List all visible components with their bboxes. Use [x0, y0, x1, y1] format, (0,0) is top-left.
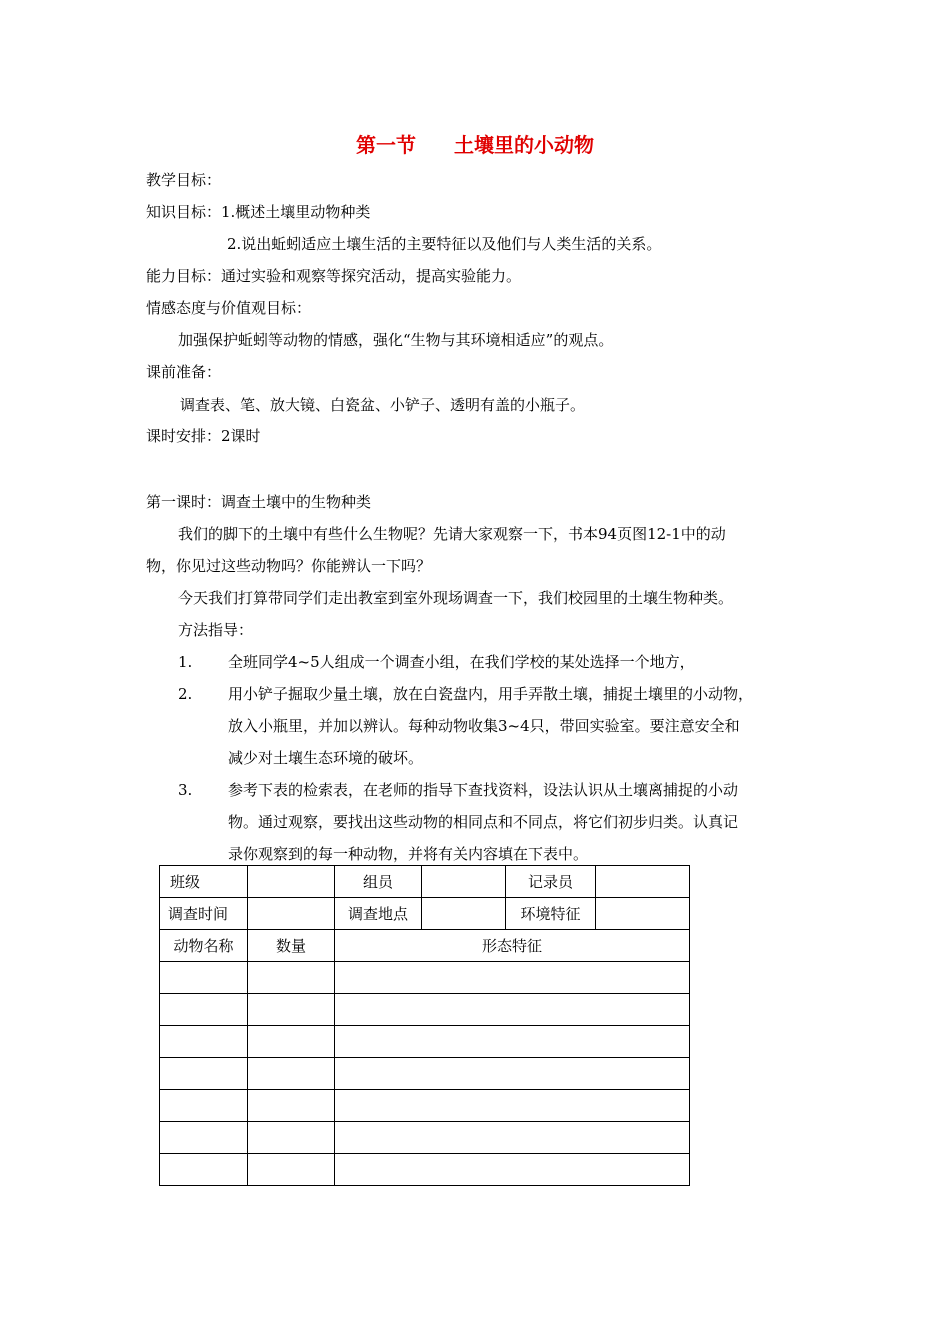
table-row	[160, 1058, 690, 1090]
step-number: 2.	[178, 685, 193, 703]
table-cell[interactable]	[248, 1058, 335, 1090]
table-cell[interactable]	[160, 1090, 248, 1122]
table-input-survey-time[interactable]	[248, 898, 335, 930]
table-cell[interactable]	[248, 1154, 335, 1186]
table-cell[interactable]	[335, 1058, 690, 1090]
table-cell[interactable]	[335, 1090, 690, 1122]
table-row	[160, 962, 690, 994]
lesson-schedule: 课时安排：2课时	[146, 427, 261, 445]
step-1-line-1: 全班同学4~5人组成一个调查小组，在我们学校的某处选择一个地方，	[228, 653, 695, 671]
table-label-survey-location: 调查地点	[335, 898, 422, 930]
column-header-morphology: 形态特征	[335, 930, 690, 962]
preparation-heading: 课前准备：	[146, 363, 222, 381]
knowledge-objective-1: 知识目标：1.概述土壤里动物种类	[146, 203, 371, 221]
table-cell[interactable]	[248, 994, 335, 1026]
step-2-line-2: 放入小瓶里，并加以辨认。每种动物收集3~4只，带回实验室。要注意安全和	[228, 717, 740, 735]
method-heading: 方法指导：	[178, 621, 254, 639]
step-2-line-3: 减少对土壤生态环境的破坏。	[228, 749, 424, 767]
lesson1-para1-line1: 我们的脚下的土壤中有些什么生物呢？先请大家观察一下，书本94页图12-1中的动	[178, 525, 726, 543]
table-row	[160, 994, 690, 1026]
title-topic: 土壤里的小动物	[454, 133, 594, 157]
table-cell[interactable]	[248, 1026, 335, 1058]
table-cell[interactable]	[160, 1058, 248, 1090]
table-row	[160, 1090, 690, 1122]
table-cell[interactable]	[335, 1026, 690, 1058]
preparation-items: 调查表、笔、放大镜、白瓷盆、小铲子、透明有盖的小瓶子。	[180, 396, 586, 414]
step-3-line-2: 物。通过观察，要找出这些动物的相同点和不同点，将它们初步归类。认真记	[228, 813, 739, 831]
table-label-survey-time: 调查时间	[160, 898, 248, 930]
table-cell[interactable]	[248, 1122, 335, 1154]
table-row	[160, 1154, 690, 1186]
column-header-quantity: 数量	[248, 930, 335, 962]
table-label-recorder: 记录员	[506, 866, 596, 898]
title-section-number: 第一节	[356, 133, 416, 157]
table-cell[interactable]	[160, 962, 248, 994]
table-input-recorder[interactable]	[596, 866, 690, 898]
table-cell[interactable]	[160, 1154, 248, 1186]
table-row	[160, 1026, 690, 1058]
step-number: 1.	[178, 653, 193, 671]
table-label-class: 班级	[160, 866, 248, 898]
table-input-environment[interactable]	[596, 898, 690, 930]
emotion-objective-heading: 情感态度与价值观目标：	[146, 299, 312, 317]
survey-table	[159, 865, 690, 1186]
table-cell[interactable]	[160, 1122, 248, 1154]
objectives-heading: 教学目标：	[146, 171, 222, 189]
table-cell[interactable]	[248, 962, 335, 994]
column-header-animal-name: 动物名称	[160, 930, 248, 962]
table-header-row	[160, 930, 690, 962]
table-cell[interactable]	[335, 962, 690, 994]
table-cell[interactable]	[160, 1026, 248, 1058]
lesson1-para2: 今天我们打算带同学们走出教室到室外现场调查一下，我们校园里的土壤生物种类。	[178, 589, 734, 607]
table-input-members[interactable]	[422, 866, 506, 898]
knowledge-objective-2: 2.说出蚯蚓适应土壤生活的主要特征以及他们与人类生活的关系。	[227, 235, 662, 253]
table-cell[interactable]	[335, 1122, 690, 1154]
table-row	[160, 866, 690, 898]
table-row	[160, 898, 690, 930]
table-cell[interactable]	[248, 1090, 335, 1122]
step-number: 3.	[178, 781, 193, 799]
table-label-members: 组员	[335, 866, 422, 898]
step-2-line-1: 用小铲子掘取少量土壤，放在白瓷盘内，用手弄散土壤，捕捉土壤里的小动物，	[228, 685, 754, 703]
table-cell[interactable]	[160, 994, 248, 1026]
step-3-line-1: 参考下表的检索表，在老师的指导下查找资料，设法认识从土壤离捕捉的小动	[228, 781, 739, 799]
table-row	[160, 1122, 690, 1154]
lesson1-para1-line2: 物，你见过这些动物吗？你能辨认一下吗？	[146, 557, 432, 575]
step-3-line-3: 录你观察到的每一种动物，并将有关内容填在下表中。	[228, 845, 589, 863]
lesson1-heading: 第一课时：调查土壤中的生物种类	[146, 493, 372, 511]
ability-objective: 能力目标：通过实验和观察等探究活动，提高实验能力。	[146, 267, 522, 285]
table-label-environment: 环境特征	[506, 898, 596, 930]
emotion-objective-text: 加强保护蚯蚓等动物的情感，强化“生物与其环境相适应”的观点。	[178, 331, 614, 349]
table-input-class[interactable]	[248, 866, 335, 898]
table-cell[interactable]	[335, 994, 690, 1026]
table-cell[interactable]	[335, 1154, 690, 1186]
page-title	[0, 133, 950, 157]
table-input-survey-location[interactable]	[422, 898, 506, 930]
